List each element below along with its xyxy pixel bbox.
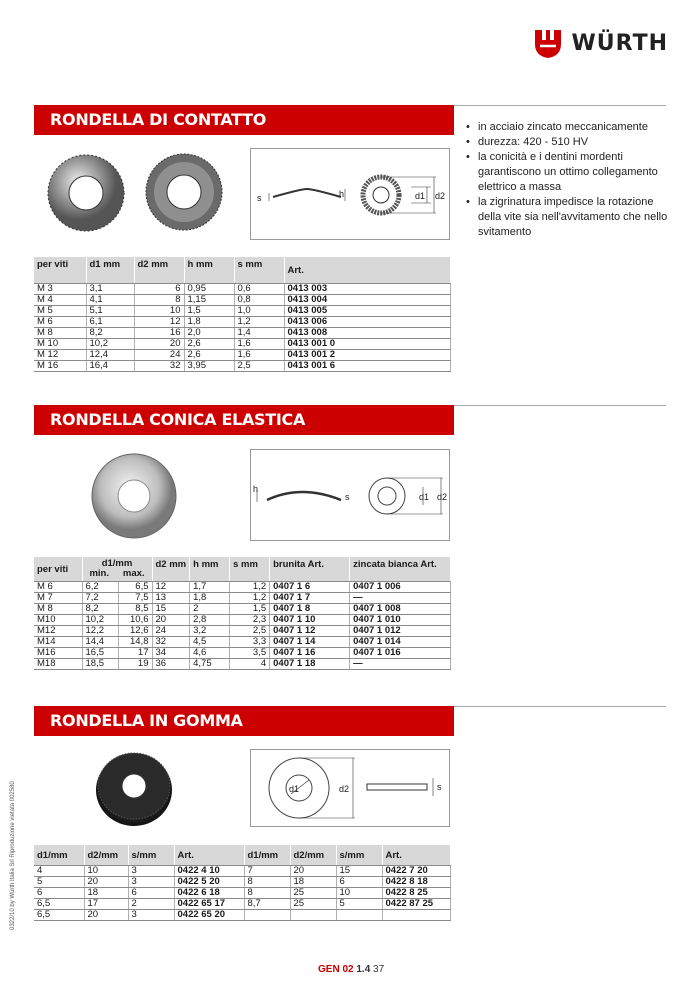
- table-cell: 4,5: [190, 636, 230, 647]
- rubber-washer-table: [34, 845, 451, 921]
- table-row: [34, 636, 451, 647]
- table-cell: 8,2: [82, 603, 118, 614]
- table-row: [34, 592, 451, 603]
- table-cell: 0407 1 012: [350, 625, 451, 636]
- table-cell: M 16: [34, 360, 86, 371]
- table-cell: 12,6: [118, 625, 152, 636]
- col-header: d2/mm: [290, 845, 336, 865]
- table-cell: 7,5: [118, 592, 152, 603]
- label-d2: d2: [437, 492, 448, 502]
- table-cell: 2,5: [230, 625, 270, 636]
- table-cell: 2,5: [234, 360, 284, 371]
- table-cell: 0413 005: [284, 305, 451, 316]
- table-cell: 0413 006: [284, 316, 451, 327]
- table-cell: 10: [84, 865, 128, 876]
- table-cell: M 3: [34, 283, 86, 294]
- brand-name: WÜRTH: [571, 30, 668, 56]
- table-cell: 7,2: [82, 592, 118, 603]
- table-cell: 4: [34, 865, 84, 876]
- conical-washer-drawing: [250, 449, 450, 541]
- table-row: [34, 360, 451, 371]
- table-cell: 10: [134, 305, 184, 316]
- table-cell: 0407 1 7: [270, 592, 350, 603]
- table-cell: 2,0: [184, 327, 234, 338]
- section-title: RONDELLA DI CONTATTO: [34, 105, 454, 135]
- table-cell: M 12: [34, 349, 86, 360]
- table-cell: 8: [134, 294, 184, 305]
- table-cell: 14,4: [82, 636, 118, 647]
- table-cell: 0422 65 20: [174, 909, 244, 920]
- contact-washer-drawing: [250, 148, 450, 240]
- table-cell: 6: [134, 283, 184, 294]
- table-row: [34, 898, 451, 909]
- table-row: [34, 658, 451, 669]
- table-row: [34, 294, 451, 305]
- table-cell: 0407 1 10: [270, 614, 350, 625]
- table-cell: 6,2: [82, 581, 118, 592]
- table-cell: 1,8: [190, 592, 230, 603]
- table-cell: 7: [244, 865, 290, 876]
- table-cell: 10,2: [82, 614, 118, 625]
- table-cell: 14,8: [118, 636, 152, 647]
- wurth-logo: [533, 26, 668, 60]
- table-cell: 3: [128, 865, 174, 876]
- rubber-washer-drawing: [250, 749, 450, 827]
- table-cell: 1,4: [234, 327, 284, 338]
- table-cell: 24: [152, 625, 190, 636]
- table-cell: 3,5: [230, 647, 270, 658]
- table-cell: 5: [34, 876, 84, 887]
- table-cell: 0407 1 6: [270, 581, 350, 592]
- col-header: zincata bianca Art.: [350, 557, 451, 581]
- col-header: Art.: [284, 257, 451, 283]
- table-cell: 12,4: [86, 349, 134, 360]
- table-cell: 20: [84, 909, 128, 920]
- table-cell: 0,8: [234, 294, 284, 305]
- col-header: d1 mm: [86, 257, 134, 283]
- section-conical-washer: [34, 405, 666, 435]
- label-d2: d2: [435, 191, 446, 201]
- table-cell: [336, 909, 382, 920]
- table-cell: 24: [134, 349, 184, 360]
- table-cell: 17: [84, 898, 128, 909]
- table-cell: 6,1: [86, 316, 134, 327]
- contact-washer-photo: [40, 148, 230, 238]
- table-cell: 0407 1 010: [350, 614, 451, 625]
- table-cell: 0422 65 17: [174, 898, 244, 909]
- table-cell: 32: [152, 636, 190, 647]
- table-cell: 8,5: [118, 603, 152, 614]
- label-h: h: [253, 484, 259, 494]
- table-cell: 0422 8 18: [382, 876, 451, 887]
- table-cell: 2: [190, 603, 230, 614]
- table-row: [34, 887, 451, 898]
- table-cell: 12: [134, 316, 184, 327]
- conical-washer-table: [34, 557, 451, 670]
- table-cell: M 6: [34, 316, 86, 327]
- table-cell: 3,2: [190, 625, 230, 636]
- table-cell: 0,6: [234, 283, 284, 294]
- col-header: d2 mm: [152, 557, 190, 581]
- table-cell: 4,6: [190, 647, 230, 658]
- table-cell: 2,3: [230, 614, 270, 625]
- label-d1: d1: [289, 784, 300, 794]
- label-s: s: [437, 782, 442, 792]
- table-cell: 3,1: [86, 283, 134, 294]
- table-cell: 18: [84, 887, 128, 898]
- table-cell: 3,3: [230, 636, 270, 647]
- table-cell: 19: [118, 658, 152, 669]
- table-cell: 0413 001 6: [284, 360, 451, 371]
- label-s: s: [257, 193, 262, 203]
- feature-item: • in acciaio zincato meccanicamente: [466, 120, 676, 135]
- table-cell: 0413 001 0: [284, 338, 451, 349]
- table-cell: 1,2: [230, 592, 270, 603]
- col-header: per viti: [34, 257, 86, 283]
- table-cell: 1,6: [234, 349, 284, 360]
- table-cell: M16: [34, 647, 82, 658]
- table-cell: 20: [290, 865, 336, 876]
- table-cell: 0407 1 16: [270, 647, 350, 658]
- table-cell: 20: [152, 614, 190, 625]
- label-h: h: [339, 189, 345, 199]
- table-row: [34, 647, 451, 658]
- label-s: s: [345, 492, 350, 502]
- table-row: [34, 603, 451, 614]
- col-header: d2 mm: [134, 257, 184, 283]
- table-cell: 1,8: [184, 316, 234, 327]
- table-cell: 15: [336, 865, 382, 876]
- table-cell: M 6: [34, 581, 82, 592]
- table-cell: 2,8: [190, 614, 230, 625]
- table-cell: 5: [336, 898, 382, 909]
- table-row: [34, 625, 451, 636]
- table-cell: 0422 8 25: [382, 887, 451, 898]
- table-cell: —: [350, 658, 451, 669]
- table-cell: 5,1: [86, 305, 134, 316]
- table-cell: 0413 008: [284, 327, 451, 338]
- table-row: [34, 865, 451, 876]
- table-cell: M10: [34, 614, 82, 625]
- table-cell: 12: [152, 581, 190, 592]
- label-d1: d1: [419, 492, 430, 502]
- col-header: brunita Art.: [270, 557, 350, 581]
- col-header: s mm: [234, 257, 284, 283]
- table-cell: 6,5: [34, 898, 84, 909]
- table-cell: M18: [34, 658, 82, 669]
- table-cell: 0413 001 2: [284, 349, 451, 360]
- table-cell: 0413 003: [284, 283, 451, 294]
- table-row: [34, 909, 451, 920]
- table-cell: 6: [34, 887, 84, 898]
- table-cell: M14: [34, 636, 82, 647]
- side-note: 0322/10 by Würth Italia Srl Riproduzione vietata 002580: [10, 781, 16, 930]
- col-header: s/mm: [128, 845, 174, 865]
- table-cell: 16: [134, 327, 184, 338]
- table-cell: 4: [230, 658, 270, 669]
- col-header-min: min.: [89, 568, 109, 579]
- table-cell: 1,15: [184, 294, 234, 305]
- table-cell: M 4: [34, 294, 86, 305]
- table-cell: 0407 1 14: [270, 636, 350, 647]
- table-cell: 1,2: [234, 316, 284, 327]
- table-cell: 2: [128, 898, 174, 909]
- section-rubber-washer: [34, 706, 666, 736]
- table-cell: 8,7: [244, 898, 290, 909]
- table-cell: 13: [152, 592, 190, 603]
- table-cell: 6,5: [34, 909, 84, 920]
- feature-item: • la conicità e i dentini mordenti garantiscono un ottimo collegamento elettrico a massa: [466, 150, 676, 195]
- feature-list: [466, 120, 676, 240]
- table-row: [34, 305, 451, 316]
- table-cell: 34: [152, 647, 190, 658]
- table-cell: 32: [134, 360, 184, 371]
- table-cell: M 5: [34, 305, 86, 316]
- table-cell: 25: [290, 898, 336, 909]
- table-cell: 0422 4 10: [174, 865, 244, 876]
- table-cell: 0407 1 8: [270, 603, 350, 614]
- table-cell: 8: [244, 876, 290, 887]
- col-header: s/mm: [336, 845, 382, 865]
- table-cell: 0407 1 014: [350, 636, 451, 647]
- table-cell: 1,5: [230, 603, 270, 614]
- table-cell: 8: [244, 887, 290, 898]
- table-cell: M 8: [34, 327, 86, 338]
- section-title: RONDELLA IN GOMMA: [34, 706, 454, 736]
- table-cell: 0407 1 016: [350, 647, 451, 658]
- table-cell: 36: [152, 658, 190, 669]
- table-cell: 20: [134, 338, 184, 349]
- feature-item: • durezza: 420 - 510 HV: [466, 135, 676, 150]
- table-cell: 0,95: [184, 283, 234, 294]
- footer-section: GEN 02: [318, 964, 354, 975]
- col-header: Art.: [382, 845, 451, 865]
- col-header: h mm: [190, 557, 230, 581]
- table-row: [34, 614, 451, 625]
- footer-page: 37: [373, 964, 385, 975]
- table-row: [34, 327, 451, 338]
- table-cell: 3: [128, 909, 174, 920]
- table-cell: 1,6: [234, 338, 284, 349]
- table-cell: 2,6: [184, 349, 234, 360]
- table-cell: 1,2: [230, 581, 270, 592]
- contact-washer-table: [34, 257, 451, 372]
- table-cell: 1,7: [190, 581, 230, 592]
- table-row: [34, 283, 451, 294]
- table-cell: 10,2: [86, 338, 134, 349]
- table-cell: 17: [118, 647, 152, 658]
- table-cell: 0422 6 18: [174, 887, 244, 898]
- table-cell: 0407 1 008: [350, 603, 451, 614]
- table-cell: 0407 1 006: [350, 581, 451, 592]
- table-cell: M 7: [34, 592, 82, 603]
- table-cell: 0422 87 25: [382, 898, 451, 909]
- table-cell: 0407 1 12: [270, 625, 350, 636]
- table-cell: 4,1: [86, 294, 134, 305]
- col-header: d2/mm: [84, 845, 128, 865]
- label-d1: d1: [415, 191, 426, 201]
- table-cell: 12,2: [82, 625, 118, 636]
- label-d2: d2: [339, 784, 350, 794]
- table-cell: 8,2: [86, 327, 134, 338]
- table-cell: 10,6: [118, 614, 152, 625]
- table-cell: 16,5: [82, 647, 118, 658]
- table-row: [34, 581, 451, 592]
- conical-washer-photo: [86, 450, 182, 542]
- table-cell: 0407 1 18: [270, 658, 350, 669]
- table-cell: 6: [128, 887, 174, 898]
- table-cell: 3,95: [184, 360, 234, 371]
- col-header-max: max.: [122, 568, 145, 579]
- col-header-d1: [82, 557, 152, 581]
- table-row: [34, 316, 451, 327]
- table-cell: 18,5: [82, 658, 118, 669]
- table-cell: 1,5: [184, 305, 234, 316]
- table-cell: [244, 909, 290, 920]
- col-header-d1-label: d1/mm: [101, 558, 133, 569]
- feature-item: • la zigrinatura impedisce la rotazione della vite sia nell'avvitamento che nello svitamento: [466, 195, 676, 240]
- col-header: Art.: [174, 845, 244, 865]
- col-header: d1/mm: [34, 845, 84, 865]
- section-title: RONDELLA CONICA ELASTICA: [34, 405, 454, 435]
- table-cell: M 10: [34, 338, 86, 349]
- table-cell: 16,4: [86, 360, 134, 371]
- table-cell: [382, 909, 451, 920]
- table-row: [34, 349, 451, 360]
- table-cell: —: [350, 592, 451, 603]
- page-footer: [318, 964, 384, 975]
- footer-number: 1.4: [356, 964, 371, 975]
- table-cell: [290, 909, 336, 920]
- col-header: d1/mm: [244, 845, 290, 865]
- table-cell: 25: [290, 887, 336, 898]
- table-cell: 20: [84, 876, 128, 887]
- table-cell: M12: [34, 625, 82, 636]
- table-row: [34, 876, 451, 887]
- table-cell: 3: [128, 876, 174, 887]
- table-cell: 0413 004: [284, 294, 451, 305]
- rubber-washer-photo: [92, 746, 176, 830]
- table-cell: M 8: [34, 603, 82, 614]
- table-row: [34, 338, 451, 349]
- wurth-logo-icon: [533, 26, 563, 60]
- table-cell: 6: [336, 876, 382, 887]
- table-cell: 2,6: [184, 338, 234, 349]
- table-cell: 10: [336, 887, 382, 898]
- table-cell: 0422 5 20: [174, 876, 244, 887]
- col-header: s mm: [230, 557, 270, 581]
- table-cell: 1,0: [234, 305, 284, 316]
- table-cell: 4,75: [190, 658, 230, 669]
- col-header: per viti: [34, 557, 82, 581]
- table-cell: 6,5: [118, 581, 152, 592]
- table-cell: 0422 7 20: [382, 865, 451, 876]
- col-header: h mm: [184, 257, 234, 283]
- table-cell: 15: [152, 603, 190, 614]
- table-cell: 18: [290, 876, 336, 887]
